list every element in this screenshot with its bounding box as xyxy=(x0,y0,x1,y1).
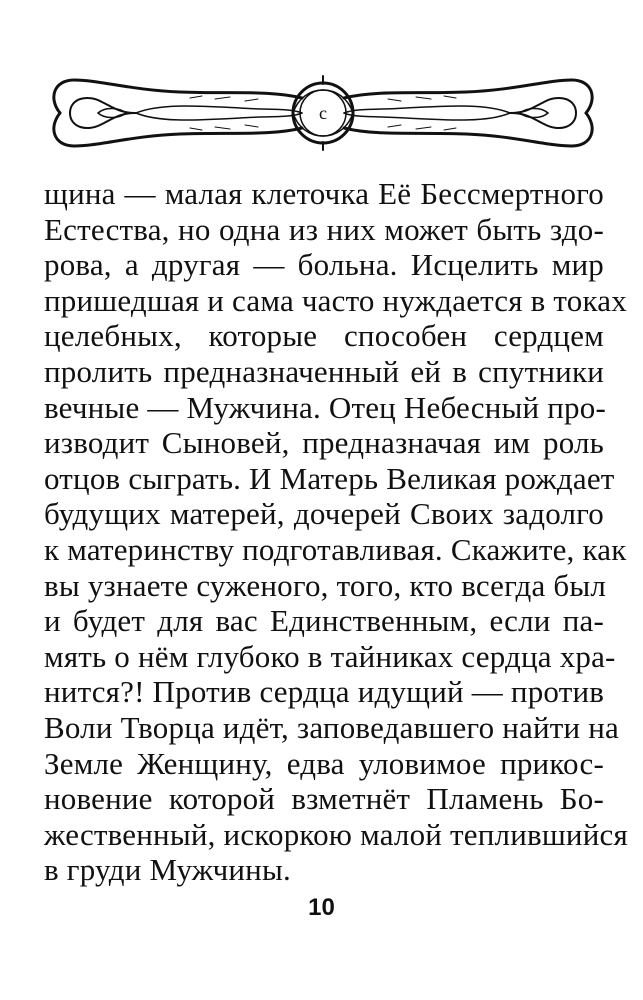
text-line: пришедшая и сама часто нуждается в токах xyxy=(44,282,627,318)
text-line: целебных, которые способен сердцем xyxy=(44,318,604,354)
text-line: жественный, искоркою малой теплившийся xyxy=(44,816,628,852)
text-line: Воли Творца идёт, заповедавшего найти на xyxy=(44,709,619,745)
text-line: Земле Женщину, едва уловимое прикос- xyxy=(44,745,604,781)
text-line: мять о нём глубоко в тайниках сердца хра- xyxy=(44,638,616,674)
text-line: отцов сыграть. И Матерь Великая рождает xyxy=(44,460,615,496)
text-line: Естества, но одна из них может быть здо- xyxy=(44,211,604,247)
text-line: пролить предназначенный ей в спутники xyxy=(44,353,604,389)
text-line: и будет для вас Единственным, если па- xyxy=(44,603,604,639)
text-line: вы узнаете суженого, того, кто всегда был xyxy=(44,567,607,603)
page-number: 10 xyxy=(308,894,335,921)
text-line: щина — малая клеточка Её Бессмертного xyxy=(44,176,604,211)
body-text xyxy=(44,176,628,888)
text-line: в груди Мужчины. xyxy=(44,852,291,888)
decorative-header-ornament xyxy=(40,68,606,158)
text-line: рова, а другая — больна. Исцелить мир xyxy=(44,247,604,283)
text-line: вечные — Мужчина. Отец Небесный про- xyxy=(44,389,606,425)
ornament-letter: с xyxy=(319,103,327,123)
text-line: новение которой взметнёт Пламень Бо- xyxy=(44,781,604,817)
text-line: к материнству подготавливая. Скажите, как xyxy=(44,531,627,567)
text-line: изводит Сыновей, предназначая им роль xyxy=(44,425,604,461)
text-line: будущих матерей, дочерей Своих задолго xyxy=(44,496,604,532)
text-line: нится?! Против сердца идущий — против xyxy=(44,674,605,710)
